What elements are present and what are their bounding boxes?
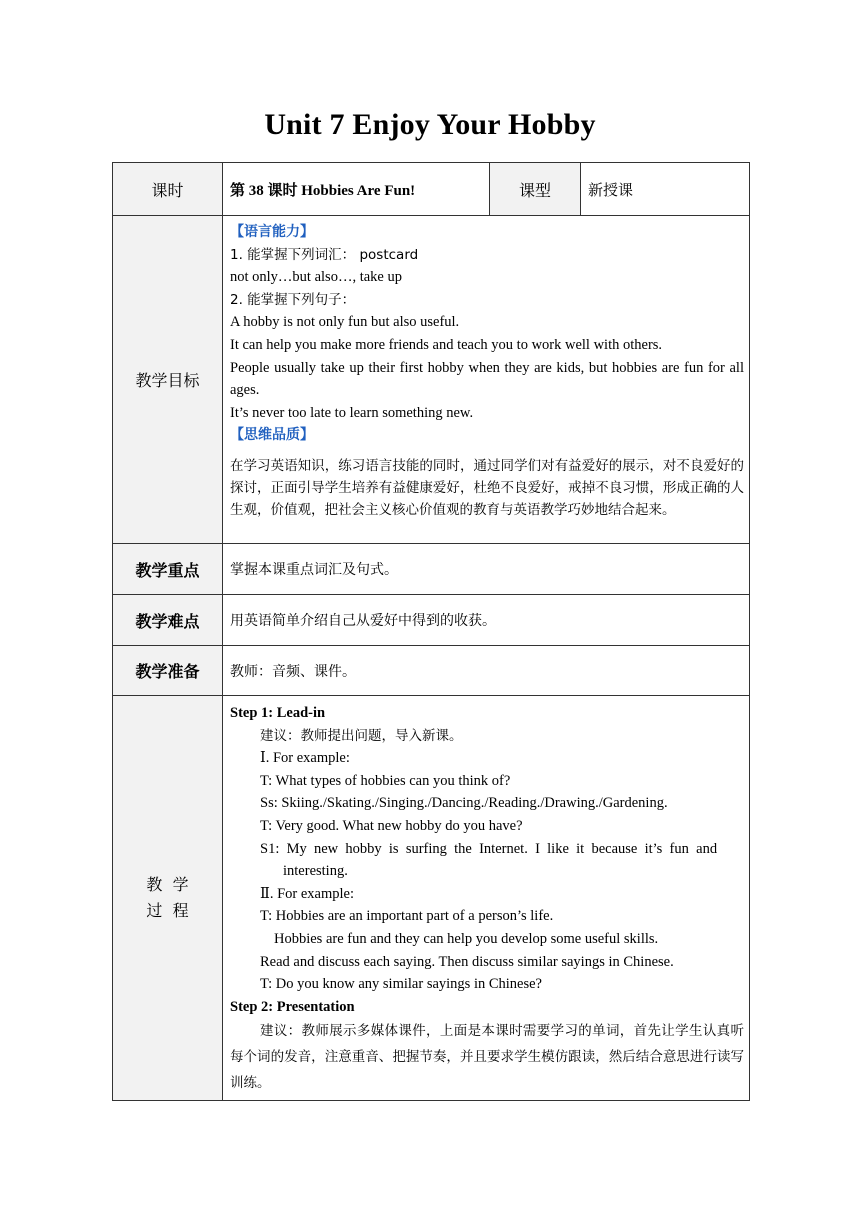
header-row <box>113 163 750 216</box>
sentence-item: A hobby is not only fun but also useful. <box>230 314 460 331</box>
vocab-line: 1. 能掌握下列词汇： postcard <box>230 246 419 263</box>
sentence-line: 2. 能掌握下列句子： <box>230 291 356 308</box>
preparation-text: 教师：音频、课件。 <box>223 646 750 696</box>
dialogue-line: T: Hobbies are an important part of a person’s life. <box>260 908 554 925</box>
page-title: Unit 7 Enjoy Your Hobby <box>264 108 596 141</box>
difficulties-text: 用英语简单介绍自己从爱好中得到的收获。 <box>223 595 750 646</box>
instruction-line: Read and discuss each saying. Then discuss similar sayings in Chinese. <box>260 953 674 970</box>
step-2-text: 建议：教师展示多媒体课件，上面是本课时需要学习的单词，首先让学生认真听每个词的发音，注意重音、把握节奏，并且要求学生模仿跟读，然后结合意思进行读写训练。 <box>230 1023 744 1092</box>
step-2-heading: Step 2: Presentation <box>230 998 355 1015</box>
key-points-text: 掌握本课重点词汇及句式。 <box>223 544 750 595</box>
process-content <box>223 696 750 1101</box>
goals-content <box>223 216 750 544</box>
period-label: 课时 <box>113 163 223 216</box>
thinking-quality-heading: 【思维品质】 <box>230 427 314 444</box>
dialogue-line: Ss: Skiing./Skating./Singing./Dancing./Reading./Drawing./Gardening. <box>260 795 668 812</box>
dialogue-line: T: What types of hobbies can you think of? <box>260 772 511 789</box>
dialogue-line-continued: Hobbies are fun and they can help you develop some useful skills. <box>274 930 659 947</box>
dialogue-line: T: Do you know any similar sayings in Chinese? <box>260 976 542 993</box>
dialogue-line-continued: interesting. <box>283 863 348 880</box>
step-1-heading: Step 1: Lead-in <box>230 705 326 721</box>
key-points-label: 教学重点 <box>113 544 223 595</box>
part-1-label: Ⅰ. For example: <box>260 750 350 767</box>
sentence-item: It can help you make more friends and teach you to work well with others. <box>230 336 663 353</box>
lesson-plan-table <box>112 162 750 1101</box>
step-1-suggestion: 建议：教师提出问题，导入新课。 <box>260 727 463 744</box>
period-value: 第 38 课时 Hobbies Are Fun! <box>223 163 490 216</box>
process-row <box>113 696 750 1101</box>
part-2-label: Ⅱ. For example: <box>260 885 355 902</box>
goals-row <box>113 216 750 544</box>
sentence-item: People usually take up their first hobby when they are kids, but hobbies are fun for all ages. <box>230 359 744 399</box>
language-ability-heading: 【语言能力】 <box>230 224 314 240</box>
key-points-row <box>113 544 750 595</box>
type-label: 课型 <box>490 163 581 216</box>
sentence-item: It’s never too late to learn something new. <box>230 404 474 421</box>
thinking-quality-text: 在学习英语知识，练习语言技能的同时，通过同学们对有益爱好的展示，对不良爱好的探讨，正面引导学生培养有益健康爱好，杜绝不良爱好，戒掉不良习惯，形成正确的人生观，价值观，把社会主义核心价值观的教育与英语教学巧妙地结合起来。 <box>230 457 744 518</box>
dialogue-line: S1: My new hobby is surfing the Internet. I like it because it’s fun and <box>260 840 718 857</box>
process-label <box>113 696 223 1101</box>
preparation-label: 教学准备 <box>113 646 223 696</box>
preparation-row <box>113 646 750 696</box>
vocab-line-2: not only…but also…, take up <box>230 269 402 286</box>
goals-label: 教学目标 <box>113 216 223 544</box>
type-value: 新授课 <box>581 163 750 216</box>
dialogue-line: T: Very good. What new hobby do you have? <box>260 817 523 834</box>
difficulties-label: 教学难点 <box>113 595 223 646</box>
process-label-line-2: 过 程 <box>146 901 189 921</box>
difficulties-row <box>113 595 750 646</box>
process-label-line-1: 教 学 <box>146 875 189 895</box>
